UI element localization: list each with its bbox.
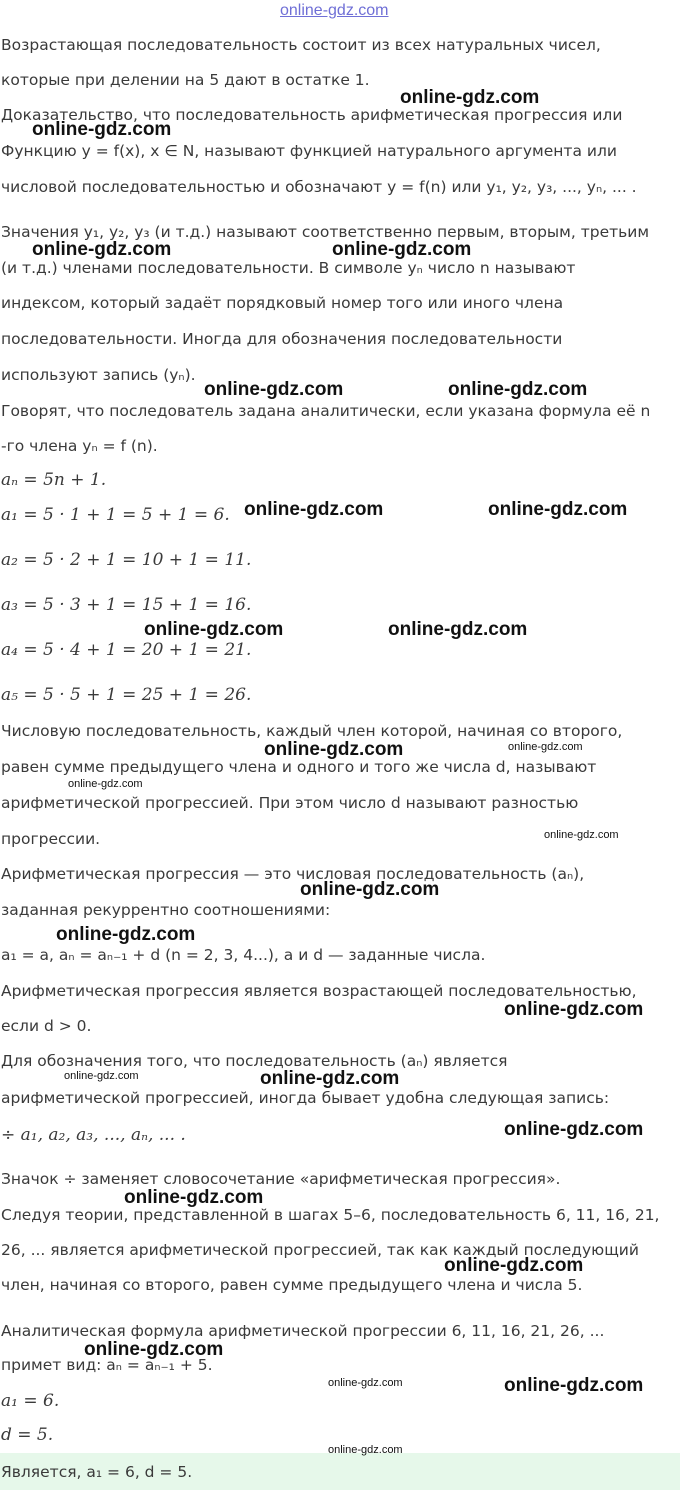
formula-a1: a₁ = 5 · 1 + 1 = 5 + 1 = 6. bbox=[1, 505, 230, 525]
text-line-1: Возрастающая последовательность состоит из всех натуральных чисел, bbox=[1, 36, 601, 54]
watermark: online-gdz.com bbox=[124, 1187, 264, 1208]
watermark-small: online-gdz.com bbox=[544, 829, 619, 841]
text-line-21: Для обозначения того, что последовательность (aₙ) является bbox=[1, 1052, 508, 1070]
text-line-10: используют запись (yₙ). bbox=[1, 366, 196, 384]
formula-a3: a₃ = 5 · 3 + 1 = 15 + 1 = 16. bbox=[1, 595, 252, 615]
watermark: online-gdz.com bbox=[32, 239, 172, 260]
text-line-8: индексом, который задаёт порядковый номер того или иного члена bbox=[1, 294, 564, 312]
text-line-18: заданная рекуррентно соотношениями: bbox=[1, 901, 331, 919]
watermark-small: online-gdz.com bbox=[64, 1070, 139, 1082]
text-line-2: которые при делении на 5 дают в остатке 1. bbox=[1, 71, 370, 89]
text-line-4: Функцию y = f(x), x ∈ N, называют функцией натурального аргумента или bbox=[1, 142, 617, 160]
formula-a2: a₂ = 5 · 2 + 1 = 10 + 1 = 11. bbox=[1, 550, 252, 570]
watermark-small: online-gdz.com bbox=[508, 741, 583, 753]
formula-notation: ÷ a₁, a₂, a₃, ..., aₙ, ... . bbox=[1, 1125, 186, 1145]
text-line-19: Арифметическая прогрессия является возрастающей последовательностью, bbox=[1, 982, 637, 1000]
text-line-20: если d > 0. bbox=[1, 1017, 92, 1035]
watermark: online-gdz.com bbox=[388, 619, 528, 640]
watermark: online-gdz.com bbox=[504, 999, 644, 1020]
watermark: online-gdz.com bbox=[260, 1068, 400, 1089]
text-line-13: Числовую последовательность, каждый член которой, начиная со второго, bbox=[1, 722, 623, 740]
formula-a5: a₅ = 5 · 5 + 1 = 25 + 1 = 26. bbox=[1, 685, 252, 705]
watermark: online-gdz.com bbox=[504, 1119, 644, 1140]
text-line-5: числовой последовательностью и обозначают y = f(n) или y₁, y₂, y₃, ..., yₙ, ... . bbox=[1, 178, 637, 196]
text-line-11: Говорят, что последователь задана аналитически, если указана формула её n bbox=[1, 402, 651, 420]
text-line-6: Значения y₁, y₂, y₃ (и т.д.) называют соответственно первым, вторым, третьим bbox=[1, 223, 650, 241]
text-line-7: (и т.д.) членами последовательности. В символе yₙ число n называют bbox=[1, 259, 576, 277]
watermark-small: online-gdz.com bbox=[328, 1377, 403, 1389]
formula-d-value: d = 5. bbox=[1, 1425, 54, 1445]
watermark: online-gdz.com bbox=[264, 739, 404, 760]
text-line-16: прогрессии. bbox=[1, 830, 101, 848]
text-line-15: арифметической прогрессией. При этом число d называют разностью bbox=[1, 794, 579, 812]
watermark: online-gdz.com bbox=[32, 119, 172, 140]
text-line-14: равен сумме предыдущего члена и одного и того же числа d, называют bbox=[1, 758, 597, 776]
watermark-small: online-gdz.com bbox=[328, 1444, 403, 1456]
watermark: online-gdz.com bbox=[300, 879, 440, 900]
text-line-3: Доказательство, что последовательность арифметическая прогрессия или bbox=[1, 106, 623, 124]
text-line-12: -го члена yₙ = f (n). bbox=[1, 437, 158, 455]
text-line-27: Аналитическая формула арифметической прогрессии 6, 11, 16, 21, 26, ... bbox=[1, 1322, 605, 1340]
watermark-link-top[interactable]: online-gdz.com bbox=[280, 2, 389, 19]
text-line-17: Арифметическая прогрессия — это числовая последовательность (aₙ), bbox=[1, 865, 585, 883]
text-line-23: Значок ÷ заменяет словосочетание «арифметическая прогрессия». bbox=[1, 1170, 561, 1188]
formula-a4: a₄ = 5 · 4 + 1 = 20 + 1 = 21. bbox=[1, 640, 252, 660]
text-line-28: примет вид: aₙ = aₙ₋₁ + 5. bbox=[1, 1356, 213, 1374]
watermark: online-gdz.com bbox=[144, 619, 284, 640]
formula-an: aₙ = 5n + 1. bbox=[1, 470, 107, 490]
watermark: online-gdz.com bbox=[444, 1255, 584, 1276]
watermark: online-gdz.com bbox=[204, 379, 344, 400]
watermark: online-gdz.com bbox=[56, 924, 196, 945]
text-line-24: Следуя теории, представленной в шагах 5–6, последовательность 6, 11, 16, 21, bbox=[1, 1206, 660, 1224]
formula-recurrent: a₁ = a, aₙ = aₙ₋₁ + d (n = 2, 3, 4...), a и d — заданные числа. bbox=[1, 946, 486, 964]
watermark: online-gdz.com bbox=[504, 1375, 644, 1396]
watermark: online-gdz.com bbox=[488, 499, 628, 520]
watermark: online-gdz.com bbox=[244, 499, 384, 520]
watermark: online-gdz.com bbox=[332, 239, 472, 260]
formula-a1-value: a₁ = 6. bbox=[1, 1391, 60, 1411]
watermark: online-gdz.com bbox=[400, 87, 540, 108]
watermark-small: online-gdz.com bbox=[68, 778, 143, 790]
text-line-9: последовательности. Иногда для обозначения последовательности bbox=[1, 330, 563, 348]
watermark: online-gdz.com bbox=[448, 379, 588, 400]
text-line-22: арифметической прогрессией, иногда бывает удобна следующая запись: bbox=[1, 1089, 610, 1107]
text-line-25: 26, ... является арифметической прогрессией, так как каждый последующий bbox=[1, 1241, 639, 1259]
text-line-26: член, начиная со второго, равен сумме предыдущего члена и числа 5. bbox=[1, 1276, 583, 1294]
answer-box bbox=[0, 1453, 680, 1490]
watermark: online-gdz.com bbox=[84, 1339, 224, 1360]
answer-text: Является, a₁ = 6, d = 5. bbox=[1, 1463, 193, 1481]
